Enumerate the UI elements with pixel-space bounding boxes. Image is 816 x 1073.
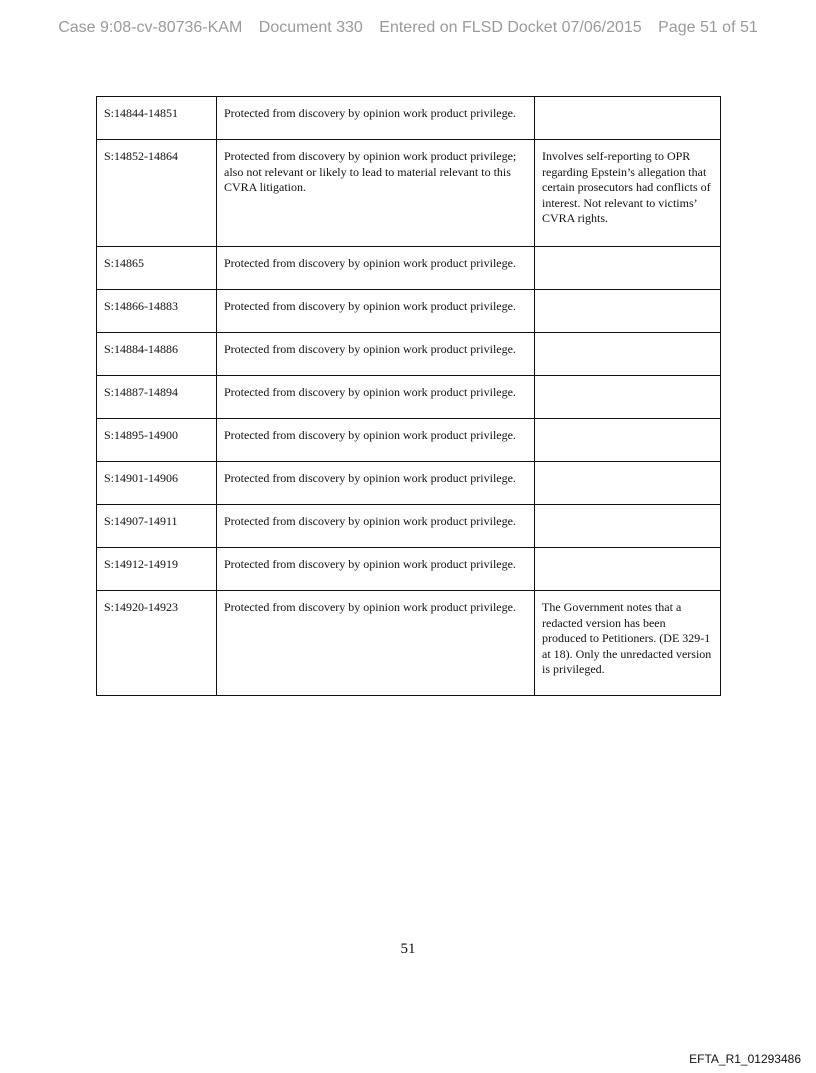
docket-header — [0, 19, 816, 37]
table-row — [97, 333, 721, 376]
bates-range-cell: S:14887-14894 — [97, 376, 217, 419]
privilege-basis-cell: Protected from discovery by opinion work product privilege. — [217, 505, 535, 548]
notes-cell — [535, 376, 721, 419]
privilege-basis-cell: Protected from discovery by opinion work product privilege. — [217, 247, 535, 290]
table-row — [97, 290, 721, 333]
table-row — [97, 376, 721, 419]
notes-cell — [535, 290, 721, 333]
privilege-basis-cell: Protected from discovery by opinion work product privilege. — [217, 97, 535, 140]
privilege-log-table — [96, 96, 721, 696]
table-row — [97, 419, 721, 462]
privilege-basis-cell: Protected from discovery by opinion work product privilege. — [217, 376, 535, 419]
notes-cell: The Government notes that a redacted version has been produced to Petitioners. (DE 329-1 at 18). Only the unredacted version is privileged. — [535, 591, 721, 696]
bates-stamp: EFTA_R1_01293486 — [689, 1052, 801, 1066]
table-row — [97, 591, 721, 696]
notes-cell — [535, 505, 721, 548]
bates-range-cell: S:14884-14886 — [97, 333, 217, 376]
privilege-basis-cell: Protected from discovery by opinion work product privilege. — [217, 419, 535, 462]
bates-range-cell: S:14920-14923 — [97, 591, 217, 696]
page-number: 51 — [400, 941, 416, 957]
bates-range-cell: S:14844-14851 — [97, 97, 217, 140]
table-row — [97, 462, 721, 505]
bates-range-cell: S:14895-14900 — [97, 419, 217, 462]
docket-entry: Entered on FLSD Docket 07/06/2015 — [379, 19, 642, 36]
notes-cell — [535, 333, 721, 376]
bates-range-cell: S:14912-14919 — [97, 548, 217, 591]
bates-range-cell: S:14907-14911 — [97, 505, 217, 548]
notes-cell — [535, 462, 721, 505]
privilege-basis-cell: Protected from discovery by opinion work product privilege. — [217, 591, 535, 696]
table-row — [97, 247, 721, 290]
table-row — [97, 548, 721, 591]
privilege-basis-cell: Protected from discovery by opinion work product privilege. — [217, 462, 535, 505]
table-row — [97, 97, 721, 140]
table-row — [97, 505, 721, 548]
case-number: Case 9:08-cv-80736-KAM — [58, 19, 243, 36]
privilege-basis-cell: Protected from discovery by opinion work product privilege. — [217, 548, 535, 591]
page-count: Page 51 of 51 — [658, 19, 758, 36]
bates-range-cell: S:14901-14906 — [97, 462, 217, 505]
document-number: Document 330 — [258, 19, 363, 36]
bates-range-cell: S:14865 — [97, 247, 217, 290]
notes-cell — [535, 97, 721, 140]
privilege-basis-cell: Protected from discovery by opinion work product privilege. — [217, 333, 535, 376]
notes-cell — [535, 548, 721, 591]
notes-cell: Involves self-reporting to OPR regarding Epstein’s allegation that certain prosecutors had conflicts of interest. Not relevant to victims’ CVRA rights. — [535, 140, 721, 247]
notes-cell — [535, 419, 721, 462]
table-row — [97, 140, 721, 247]
privilege-basis-cell: Protected from discovery by opinion work product privilege; also not relevant or likely to lead to material relevant to this CVRA litigation. — [217, 140, 535, 247]
bates-range-cell: S:14866-14883 — [97, 290, 217, 333]
bates-range-cell: S:14852-14864 — [97, 140, 217, 247]
notes-cell — [535, 247, 721, 290]
privilege-basis-cell: Protected from discovery by opinion work product privilege. — [217, 290, 535, 333]
